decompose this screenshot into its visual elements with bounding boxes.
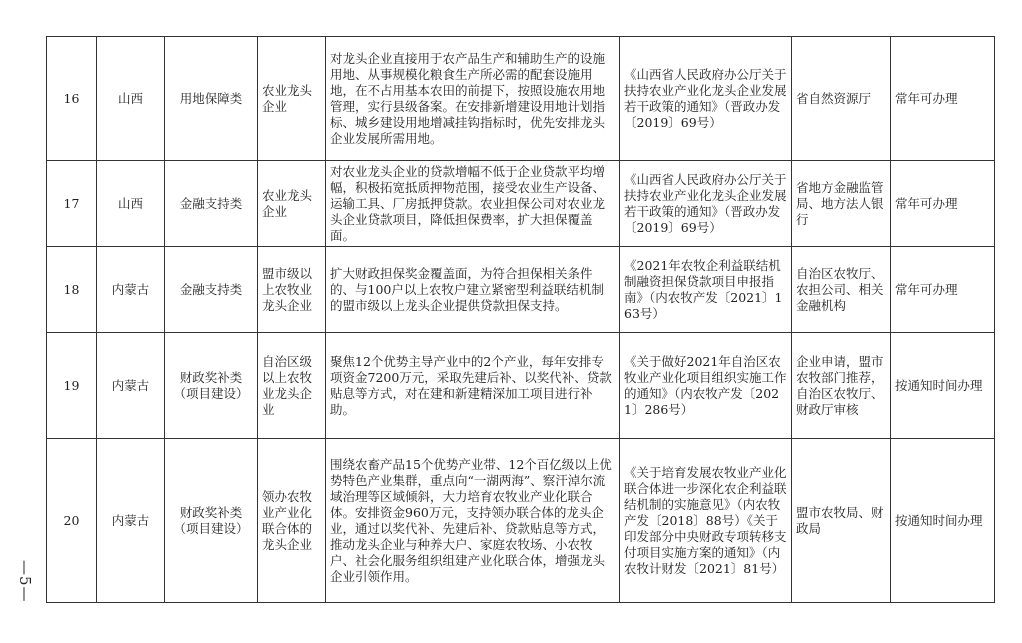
policy-basis-cell: 《山西省人民政府办公厅关于扶持农业产业化龙头企业发展若干政策的通知》（晋政办发〔2019〕69号） [620, 37, 792, 161]
province-cell: 山西 [97, 37, 165, 161]
department-cell: 盟市农牧局、财政局 [792, 439, 891, 603]
content-cell: 扩大财政担保奖金覆盖面，为符合担保相关条件的、与100户以上农牧户建立紧密型利益联结机制的盟市级以上龙头企业提供贷款担保支持。 [326, 247, 620, 333]
policy-basis-cell: 《关于培育发展农牧业产业化联合体进一步深化农企利益联结机制的实施意见》（内农牧产发〔2018〕88号）《关于印发部分中央财政专项转移支付项目实施方案的通知》（内农牧计财发〔2021〕81号） [620, 439, 792, 603]
department-cell: 企业申请，盟市农牧部门推荐，自治区农牧厅、财政厅审核 [792, 333, 891, 439]
category-cell: 金融支持类 [165, 247, 258, 333]
row-number: 20 [47, 439, 97, 603]
province-cell: 内蒙古 [97, 247, 165, 333]
province-cell: 内蒙古 [97, 439, 165, 603]
handling-time-cell: 常年可办理 [891, 247, 995, 333]
row-number: 19 [47, 333, 97, 439]
content-cell: 对龙头企业直接用于农产品生产和辅助生产的设施用地、从事规模化粮食生产所必需的配套设施用地，在不占用基本农田的前提下，按照设施农用地管理，实行县级备案。在安排新增建设用地计划指标、城乡建设用地增减挂钩指标时，优先安排龙头企业发展所需用地。 [326, 37, 620, 161]
target-cell: 盟市级以上农牧业龙头企业 [258, 247, 326, 333]
policy-basis-cell: 《关于做好2021年自治区农牧业产业化项目组织实施工作的通知》（内农牧产发〔2021〕286号） [620, 333, 792, 439]
table-row [47, 37, 995, 161]
content-cell: 聚焦12个优势主导产业中的2个产业，每年安排专项资金7200万元，采取先建后补、以奖代补、贷款贴息等方式，对在建和新建精深加工项目进行补助。 [326, 333, 620, 439]
category-cell: 财政奖补类（项目建设） [165, 333, 258, 439]
target-cell: 领办农牧业产业化联合体的龙头企业 [258, 439, 326, 603]
province-cell: 山西 [97, 161, 165, 247]
handling-time-cell: 常年可办理 [891, 37, 995, 161]
table-row [47, 333, 995, 439]
category-cell: 财政奖补类（项目建设） [165, 439, 258, 603]
department-cell: 自治区农牧厅、农担公司、相关金融机构 [792, 247, 891, 333]
target-cell: 农业龙头企业 [258, 37, 326, 161]
handling-time-cell: 按通知时间办理 [891, 333, 995, 439]
province-cell: 内蒙古 [97, 333, 165, 439]
policy-basis-cell: 《山西省人民政府办公厅关于扶持农业产业化龙头企业发展若干政策的通知》（晋政办发〔2019〕69号） [620, 161, 792, 247]
table-row [47, 161, 995, 247]
table-row [47, 247, 995, 333]
department-cell: 省自然资源厅 [792, 37, 891, 161]
category-cell: 金融支持类 [165, 161, 258, 247]
row-number: 18 [47, 247, 97, 333]
target-cell: 自治区级以上农牧业龙头企业 [258, 333, 326, 439]
content-cell: 围绕农畜产品15个优势产业带、12个百亿级以上优势特色产业集群，重点向“一湖两海”、察汗淖尔流域治理等区域倾斜，大力培育农牧业产业化联合体。安排资金960万元，支持领办联合体的龙头企业，通过以奖代补、先建后补、贷款贴息等方式，推动龙头企业与种养大户、家庭农牧场、小农牧户、社会化服务组织组建产业化联合体，增强龙头企业引领作用。 [326, 439, 620, 603]
department-cell: 省地方金融监管局、地方法人银行 [792, 161, 891, 247]
page-number: —5— [16, 560, 34, 603]
category-cell: 用地保障类 [165, 37, 258, 161]
handling-time-cell: 常年可办理 [891, 161, 995, 247]
content-cell: 对农业龙头企业的贷款增幅不低于企业贷款平均增幅，积极拓宽抵质押物范围，接受农业生产设备、运输工具、厂房抵押贷款。农业担保公司对农业龙头企业贷款项目，降低担保费率，扩大担保覆盖面。 [326, 161, 620, 247]
policy-basis-cell: 《2021年农牧企利益联结机制融资担保贷款项目申报指南》（内农牧产发〔2021〕163号） [620, 247, 792, 333]
row-number: 17 [47, 161, 97, 247]
row-number: 16 [47, 37, 97, 161]
policy-table [46, 36, 995, 603]
table-row [47, 439, 995, 603]
target-cell: 农业龙头企业 [258, 161, 326, 247]
handling-time-cell: 按通知时间办理 [891, 439, 995, 603]
